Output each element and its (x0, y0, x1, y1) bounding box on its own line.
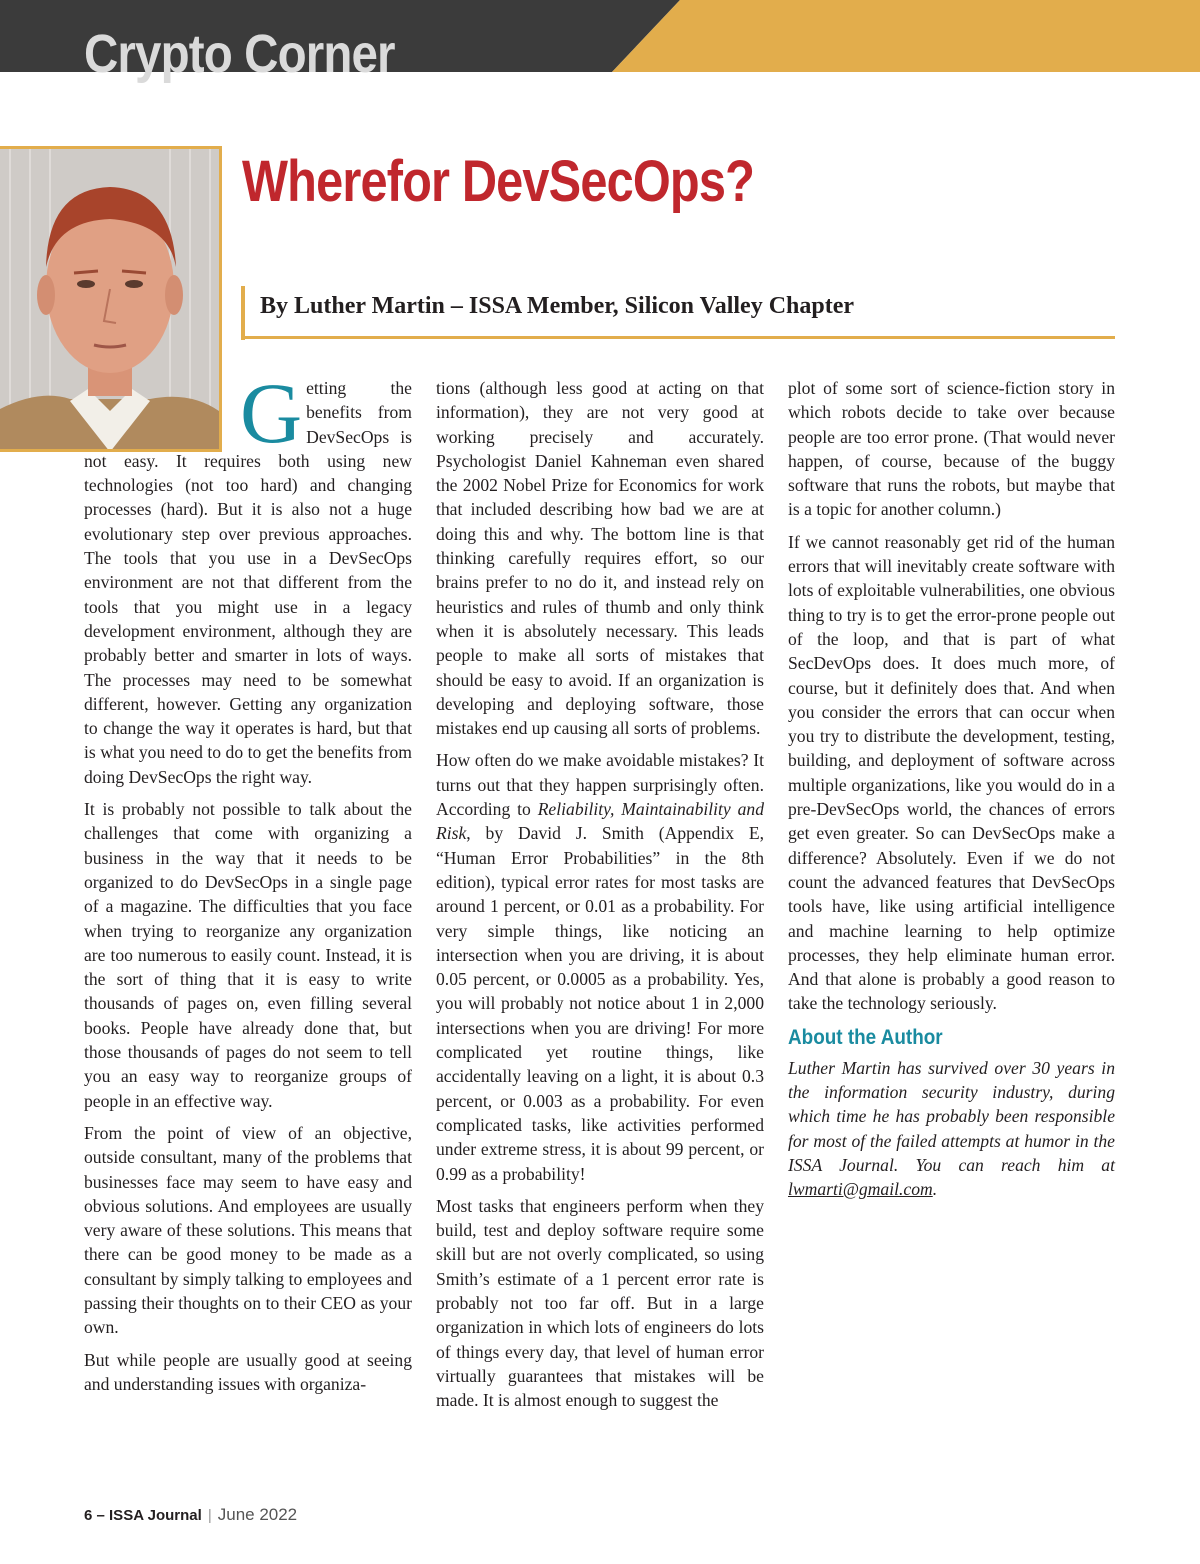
about-author-text (788, 1056, 1115, 1202)
section-title: Crypto Corner (84, 24, 395, 84)
paragraph-text: How often do we make avoidable mistakes? It turns out that they happen surprisingly often. According to (436, 750, 764, 820)
paragraph: If we cannot reasonably get rid of the human errors that will inevitably create software with lots of exploitable vulnerabilities, one obvious thing to try is to get the error-prone people out of the loop, and that is part of what SecDevOps does. It does much more, of course, but it definitely does that. And when you consider the errors that can occur when you try to distribute the development, testing, building, and deployment of software across multiple organizations, like you would do in a pre-DevSecOps world, the chances of errors get even greater. So can DevSecOps make a difference? Absolutely. Even if we do not count the advanced features that DevSecOps tools have, like using artificial intelligence and machine learning to help optimize processes, they help eliminate human error. And that alone is probably a good reason to take the technology seriously. (788, 531, 1115, 1014)
paragraph-text: , by David J. Smith (Appendix E, “Human Error Probabilities” in the 8th edition), typical error rates for most tasks are around 1 percent, or 0.01 as a probability. For very simple things, like noticing an intersection when you are driving, it is about 0.05 percent, or 0.0005 as a probability. Yes, you will probably not notice about 1 in 2,000 intersections when you are driving! For more complicated yet routine things, like accidentally leaving on a light, it is about 0.3 percent, or 0.003 as a probability. For even complicated tasks, like activities performed under extreme stress, it is about 99 percent, or 0.99 as a probability! (436, 823, 764, 1184)
paragraph: From the point of view of an objective, outside consultant, many of the problems that businesses face may seem to have easy and obvious solutions. And employees are usually very aware of these solutions. This means that there can be good money to be made as a consultant by simply talking to employees and passing their thoughts on to their CEO as your own. (84, 1122, 412, 1338)
about-text: Luther Martin has survived over 30 years in the information security industry, during which time he has probably been responsible for most of the failed attempts at humor in the ISSA Journal. You can reach him at (788, 1057, 1115, 1175)
paragraph (84, 365, 412, 789)
column-1 (84, 365, 412, 1404)
byline-rule (241, 336, 1115, 339)
paragraph (436, 748, 764, 1185)
book-title: Reliability, Maintainability and Risk (436, 799, 764, 844)
about-text-end: . (932, 1179, 938, 1200)
page-label: 6 – ISSA Journal (84, 1507, 202, 1524)
column-3 (788, 376, 1115, 1210)
drop-cap: G (240, 365, 303, 461)
page-footer (84, 1502, 297, 1529)
author-email-link[interactable]: lwmarti@gmail.com (788, 1179, 933, 1200)
paragraph: But while people are usually good at seeing and understanding issues with organiza- (84, 1349, 412, 1394)
paragraph: Most tasks that engineers perform when they build, test and deploy software require some skill but are not overly complicated, so using Smith’s estimate of a 1 percent error rate is probably not too far off. But in a large organization in which lots of engineers do lots of things every day, that level of human error virtually guarantees that mistakes will be made. It is almost enough to suggest the (436, 1195, 764, 1411)
article-title: Wherefor DevSecOps? (242, 149, 754, 214)
paragraph: tions (although less good at acting on that information), they are not very good at working precisely and accurately. Psychologist Daniel Kahneman even shared the 2002 Nobel Prize for Economics for work that included describing how bad we are at doing this and why. The bottom line is that thinking carefully requires effort, so our brains prefer to no do it, and instead rely on heuristics and rules of thumb and only think when it is absolutely necessary. This leads people to make all sorts of mistakes that should be easy to avoid. If an organization is developing and deploying software, those mistakes end up causing all sorts of problems. (436, 378, 764, 739)
paragraph-text: etting the benefits from DevSecOps is not easy. It requires both using new technologies (not too hard) and changing processes (hard). But it is also not a huge evolutionary step over previous approaches. The tools that you use in a DevSecOps environment are not that different from the tools that you might use in a legacy development environment, although they are probably better and smarter in lots of ways. The processes may need to be somewhat different, however. Getting any organization to change the way it operates is hard, but that is what you need to do to get the benefits from doing DevSecOps the right way. (84, 378, 412, 787)
column-2 (436, 376, 764, 1420)
footer-separator: | (207, 1507, 212, 1524)
about-author-heading: About the Author (788, 1025, 943, 1049)
paragraph: It is probably not possible to talk about the challenges that come with organizing a business in the way that it needs to be organized to do DevSecOps in a single page of a magazine. The difficulties that you face when trying to reorganize any organization are too numerous to easily count. Instead, it is the sort of thing that it is easy to write thousands of pages on, even filling several books. People have already done that, but those thousands of pages do not seem to tell you an easy way to reorganize groups of people in an effective way. (84, 799, 412, 1111)
issue-date: June 2022 (217, 1505, 298, 1524)
byline-accent-bar (241, 286, 245, 340)
paragraph: plot of some sort of science-fiction story in which robots decide to take over because people are too error prone. (That would never happen, of course, because of the buggy software that runs the robots, but maybe that is a topic for another column.) (788, 378, 1115, 520)
byline: By Luther Martin – ISSA Member, Silicon Valley Chapter (260, 293, 855, 319)
